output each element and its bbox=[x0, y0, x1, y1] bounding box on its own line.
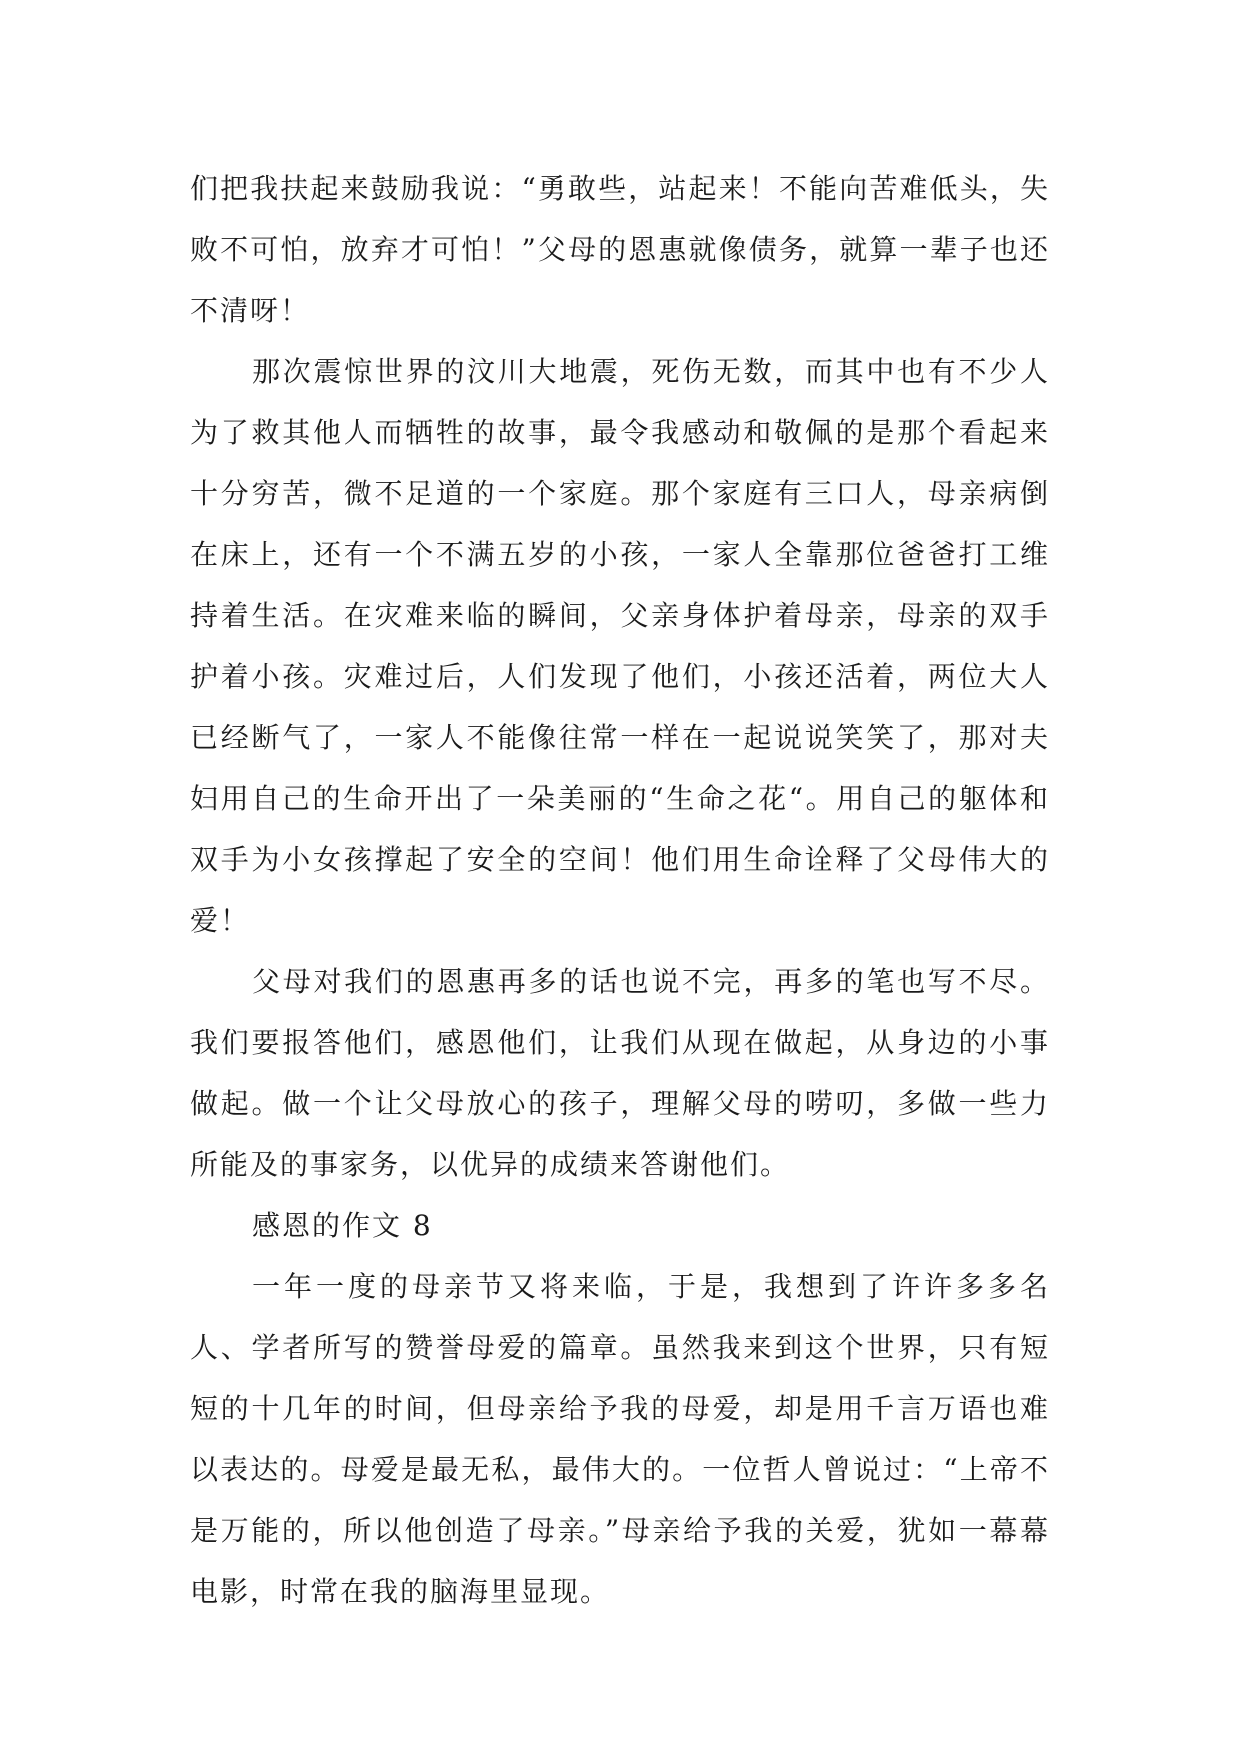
paragraph-continuation: 们把我扶起来鼓励我说：“勇敢些，站起来！不能向苦难低头，失败不可怕，放弃才可怕！”父母的恩惠就像债务，就算一辈子也还不清呀！ bbox=[190, 172, 1050, 327]
paragraph-earthquake-story: 那次震惊世界的汶川大地震，死伤无数，而其中也有不少人为了救其他人而牺牲的故事，最令我感动和敬佩的是那个看起来十分穷苦，微不足道的一个家庭。那个家庭有三口人，母亲病倒在床上，还有一个不满五岁的小孩，一家人全靠那位爸爸打工维持着生活。在灾难来临的瞬间，父亲身体护着母亲，母亲的双手护着小孩。灾难过后，人们发现了他们，小孩还活着，两位大人已经断气了，一家人不能像往常一样在一起说说笑笑了，那对夫妇用自己的生命开出了一朵美丽的“生命之花“。用自己的躯体和双手为小女孩撑起了安全的空间！他们用生命诠释了父母伟大的爱！ bbox=[190, 355, 1050, 937]
section-heading: 感恩的作文 8 bbox=[252, 1209, 433, 1242]
paragraph-mothers-day: 一年一度的母亲节又将来临，于是，我想到了许许多多名人、学者所写的赞誉母爱的篇章。虽然我来到这个世界，只有短短的十几年的时间，但母亲给予我的母爱，却是用千言万语也难以表达的。母爱是最无私，最伟大的。一位哲人曾说过：“上帝不是万能的，所以他创造了母亲。”母亲给予我的关爱，犹如一幕幕电影，时常在我的脑海里显现。 bbox=[190, 1270, 1050, 1608]
paragraph-gratitude: 父母对我们的恩惠再多的话也说不完，再多的笔也写不尽。我们要报答他们，感恩他们，让我们从现在做起，从身边的小事做起。做一个让父母放心的孩子，理解父母的唠叨，多做一些力所能及的事家务，以优异的成绩来答谢他们。 bbox=[190, 965, 1050, 1181]
document-body bbox=[190, 158, 1050, 1622]
